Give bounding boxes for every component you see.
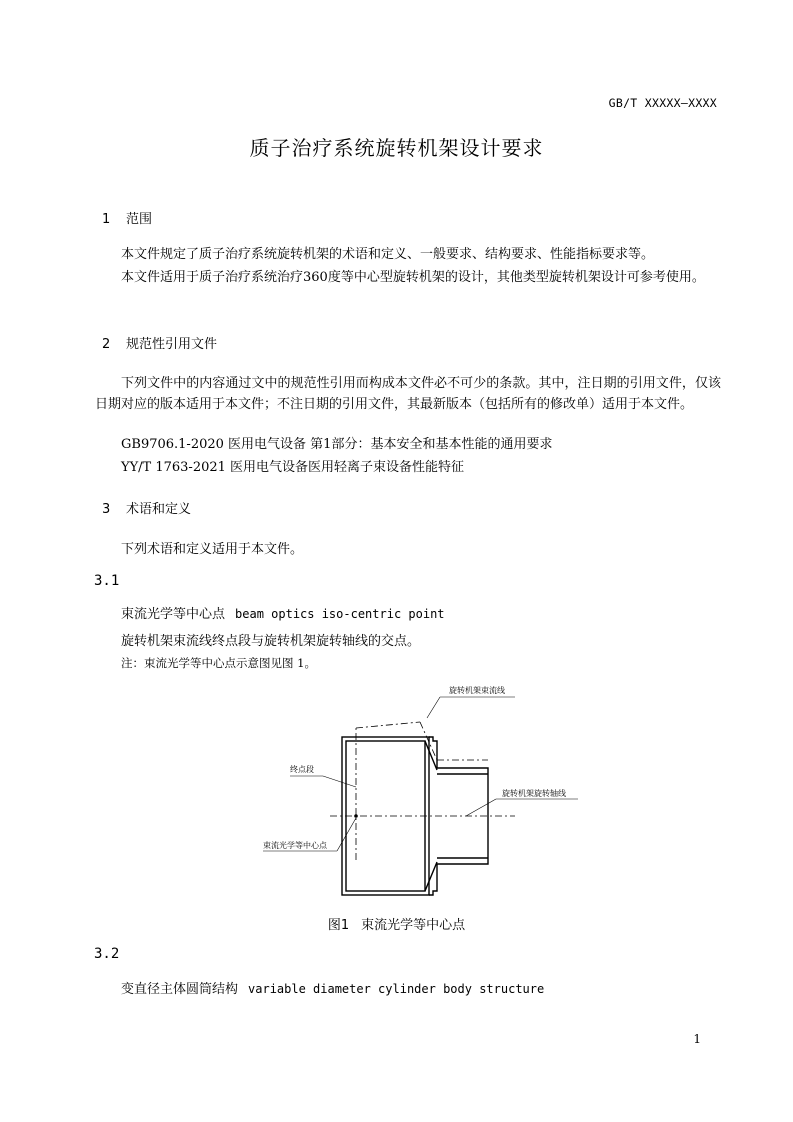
reference-item: YY/T 1763-2021 医用电气设备医用轻离子束设备性能特征 — [121, 460, 465, 475]
term-chinese: 束流光学等中心点 — [121, 607, 226, 622]
section-title: 范围 — [126, 212, 153, 227]
scope-paragraph-2: 本文件适用于质子治疗系统治疗360度等中心型旋转机架的设计，其他类型旋转机架设计可参考使用。 — [121, 270, 705, 285]
section-title: 规范性引用文件 — [126, 337, 218, 352]
section-title: 术语和定义 — [126, 502, 192, 517]
terms-intro: 下列术语和定义适用于本文件。 — [121, 542, 304, 557]
clause-number-3-1: 3.1 — [94, 573, 120, 589]
clause-number-3-2: 3.2 — [94, 946, 120, 962]
normative-references-paragraph: 下列文件中的内容通过文中的规范性引用而构成本文件必不可少的条款。其中，注日期的引用文件，仅该日期对应的版本适用于本文件；不注日期的引用文件，其最新版本（包括所有的修改单）适用于本文件。 — [95, 376, 721, 412]
term-english: variable diameter cylinder body structure — [248, 982, 545, 996]
label-rotation-axis: 旋转机架旋转轴线 — [502, 789, 566, 798]
label-isocenter: 束流光学等中心点 — [263, 841, 327, 850]
section-number: 1 — [102, 212, 111, 227]
term-english: beam optics iso-centric point — [235, 607, 445, 621]
figure-title: 束流光学等中心点 — [361, 918, 466, 933]
figure-number: 图1 — [327, 918, 350, 933]
term-definition: 旋转机架束流线终点段与旋转机架旋转轴线的交点。 — [121, 634, 421, 649]
scope-paragraph-1: 本文件规定了质子治疗系统旋转机架的术语和定义、一般要求、结构要求、性能指标要求等。 — [121, 247, 655, 262]
document-title: 质子治疗系统旋转机架设计要求 — [249, 136, 544, 160]
figure-1-caption — [0, 914, 793, 933]
term-note: 注：束流光学等中心点示意图见图 1。 — [121, 656, 316, 670]
label-beamline: 旋转机架束流线 — [449, 686, 505, 695]
term-chinese: 变直径主体圆筒结构 — [121, 982, 239, 997]
page-number: 1 — [693, 1032, 701, 1046]
section-number: 2 — [102, 337, 111, 352]
reference-item: GB9706.1-2020 医用电气设备 第1部分：基本安全和基本性能的通用要求 — [121, 437, 553, 452]
standard-number: GB/T XXXXX—XXXX — [608, 96, 717, 110]
label-end-segment: 终点段 — [290, 765, 314, 774]
section-number: 3 — [102, 502, 111, 517]
term-3-2 — [121, 978, 544, 997]
